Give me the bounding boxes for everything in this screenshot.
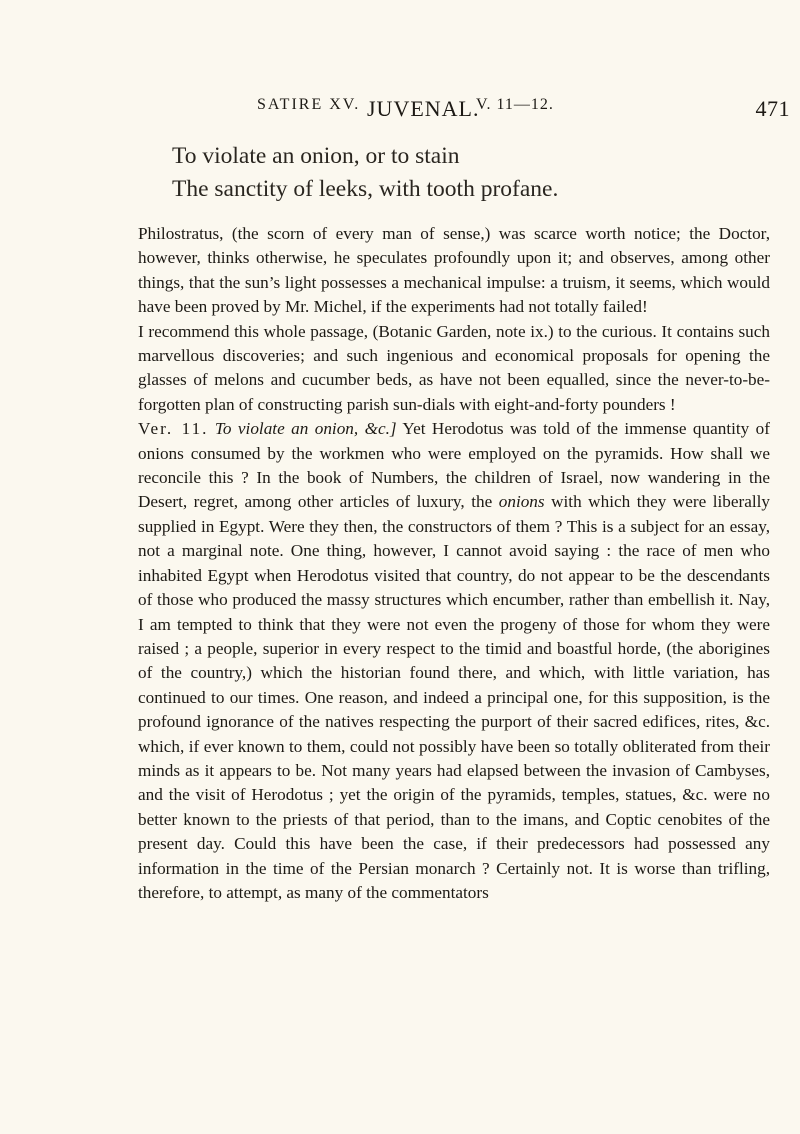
paragraph-3-text-a: Yet Herodotus was told of the immense quantity of onions consumed by the workmen who were employed on the pyramids. How shall we reconcile this ? In the book of Numbers, the children of Israel, now wandering in the Desert, regret, among other articles of luxury, the xyxy=(138,419,770,512)
reference-quote: To violate an onion, &c.] xyxy=(214,419,397,439)
paragraph-2-text: I recommend this whole passage, (Botanic Garden, note ix.) to the curious. It contains such marvellous discoveries; and such ingenious and economical proposals for opening the glasses of melons and cucumber beds, as have not been equalled, since the never-to-be-forgotten plan of constructing parish sun-dials with eight-and-forty pounders ! xyxy=(138,321,770,414)
epigraph-line-1: To violate an onion, or to stain xyxy=(172,143,460,169)
paragraph-1: Philostratus, (the scorn of every man of sense,) was scarce worth notice; the Doctor, however, thinks otherwise, he speculates profoundly upon it; and observes, among other things, that the sun’s light possesses a mechanical impulse: a truism, it seems, which would have been proved by Mr. Michel, if the experiments had not totally failed! xyxy=(138,224,770,317)
header-author: JUVENAL. xyxy=(367,96,480,121)
running-header xyxy=(257,96,790,126)
commentary-body xyxy=(138,222,770,905)
emphasized-word: onions xyxy=(498,492,545,512)
page-number: 471 xyxy=(755,96,790,121)
epigraph-line-2: The sanctity of leeks, with tooth profane. xyxy=(172,176,559,202)
verse-reference: Ver. 11. xyxy=(138,419,209,439)
paragraph-2 xyxy=(138,320,770,418)
verse-epigraph xyxy=(172,140,732,206)
paragraph-3-text-b: with which they were liberally supplied in Egypt. Were they then, the constructors of them ? This is a subject for an essay, not a marginal note. One thing, however, I cannot avoid saying : the race of men who inhabited Egypt when Herodotus visited that country, do not appear to be the descendants of those who produced the massy structures which encumber, rather than embellish it. Nay, I am tempted to think that they were not even the progeny of those for whom they were raised ; a people, superior in every respect to the timid and boastful horde, (the aborigines of the country,) which the historian found there, and which, with little variation, has continued to our times. One reason, and indeed a principal one, for this supposition, is the profound ignorance of the natives respecting the purport of their sacred edifices, rites, &c. which, if ever known to them, could not possibly have been so totally obliterated from their minds as it appears to be. Not many years had elapsed between the invasion of Cambyses, and the visit of Herodotus ; yet the origin of the pyramids, temples, statues, &c. were no better known to the priests of that period, than to the imans, and Coptic cenobites of the present day. Could this have been the case, if their predecessors had possessed any information in the time of the Persian monarch ? Certainly not. It is worse than trifling, therefore, to attempt, as many of the commentators xyxy=(138,492,770,902)
paragraph-3 xyxy=(138,417,770,905)
header-satire: SATIRE XV. xyxy=(257,96,361,113)
header-verses: V. 11—12. xyxy=(476,96,554,113)
